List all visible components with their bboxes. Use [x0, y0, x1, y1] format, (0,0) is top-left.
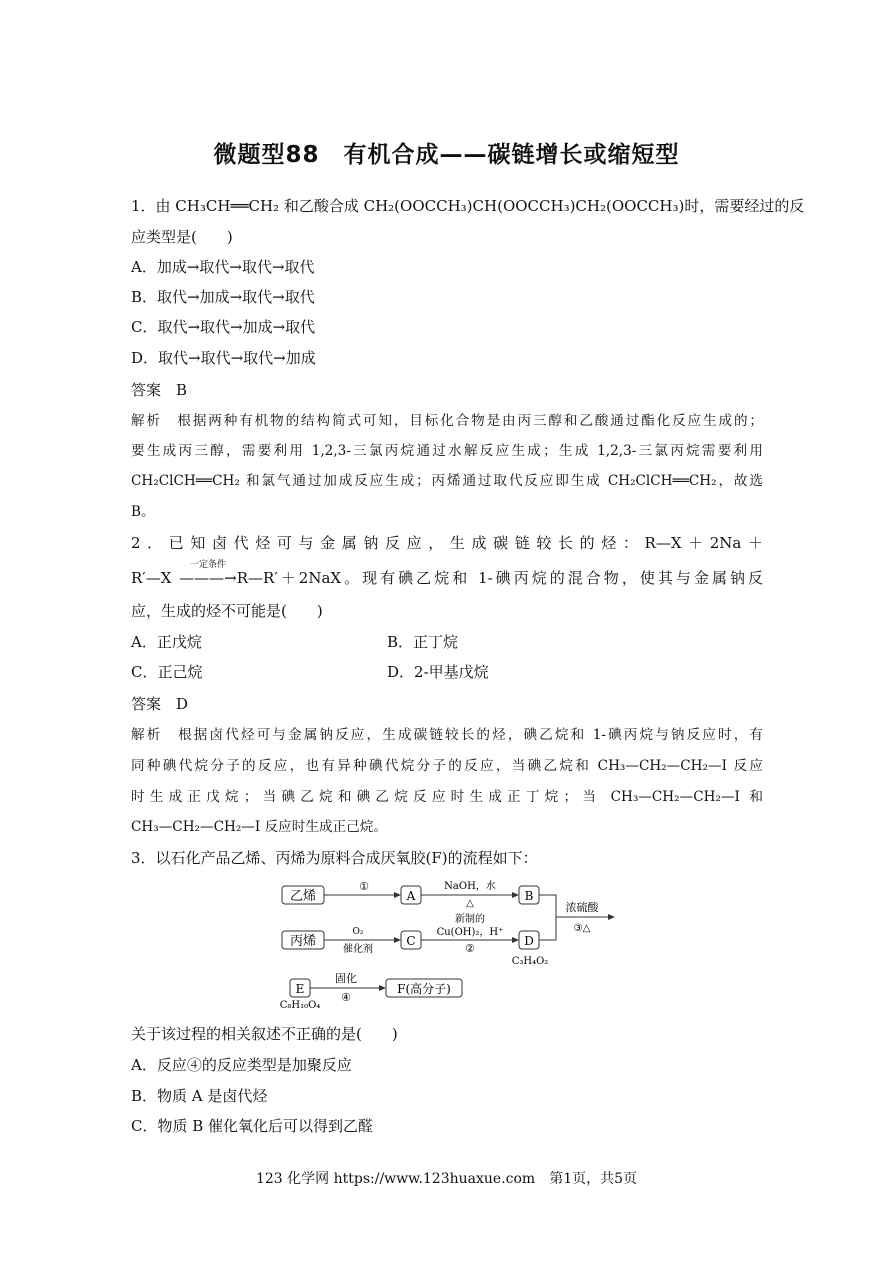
compound-b-label: B — [524, 889, 534, 903]
cuoh-condition: Cu(OH)₂，H⁺ — [436, 927, 504, 938]
q2-option-b: B．正丁烷 — [387, 633, 459, 651]
q1-option-b: B．取代→加成→取代→取代 — [131, 288, 315, 306]
q1-stem-line2: 应类型是( ) — [131, 228, 233, 246]
e-formula: C₈H₁₀O₄ — [280, 1000, 321, 1011]
q3-option-c: C．物质 B 催化氧化后可以得到乙醛 — [131, 1117, 374, 1135]
q2-answer: 答案 D — [131, 695, 189, 713]
synthesis-flow-diagram — [280, 872, 620, 1012]
catalyst-condition: 催化剂 — [343, 944, 373, 955]
compound-c-label: C — [406, 934, 416, 948]
q2-option-a: A．正戊烷 — [131, 633, 202, 651]
q2-stem-line1: 2．已知卤代烃可与金属钠反应，生成碳链较长的烃：R—X＋2Na＋ — [131, 534, 763, 552]
fresh-condition: 新制的 — [455, 914, 485, 925]
q2-explanation-line3: 时生成正戊烷；当碘乙烷和碘乙烷反应时生成正丁烷；当 CH₃—CH₂—CH₂—I 和 — [131, 789, 763, 805]
q1-option-c: C．取代→取代→加成→取代 — [131, 318, 316, 336]
step4-label: ④ — [341, 991, 351, 1004]
compound-d-label: D — [524, 934, 534, 948]
q3-option-b: B．物质 A 是卤代烃 — [131, 1087, 268, 1105]
step1-label: ① — [359, 880, 369, 893]
q2-option-d: D．2-甲基戊烷 — [387, 663, 489, 681]
heat-condition: △ — [466, 898, 474, 909]
q2-stem-line3: 应，生成的烃不可能是( ) — [131, 602, 323, 620]
acid-condition: 浓硫酸 — [565, 901, 599, 914]
step3-label: ③△ — [573, 923, 591, 934]
q3-option-a: A．反应④的反应类型是加聚反应 — [131, 1056, 352, 1074]
o2-condition: O₂ — [352, 927, 364, 937]
d-formula: C₃H₄O₂ — [511, 956, 549, 967]
q2-option-c: C．正己烷 — [131, 663, 203, 681]
q1-explanation-line1: 解析 根据两种有机物的结构简式可知，目标化合物是由丙三醇和乙酸通过酯化反应生成的； — [131, 413, 763, 429]
q3-question: 关于该过程的相关叙述不正确的是( ) — [131, 1025, 398, 1043]
propylene-label: 丙烯 — [289, 934, 317, 949]
compound-e-label: E — [295, 982, 305, 996]
q2-reaction-condition: 一定条件 — [190, 560, 227, 570]
q2-explanation-line1: 解析 根据卤代烃可与金属钠反应，生成碳链较长的烃，碘乙烷和 1-碘丙烷与钠反应时，有 — [131, 727, 763, 743]
merge-bracket — [539, 895, 556, 940]
q1-stem-line1: 1．由 CH₃CH══CH₂ 和乙酸合成 CH₂(OOCCH₃)CH(OOCCH₃)CH₂(OOCCH₃)时，需要经过的反 — [131, 197, 805, 215]
naoh-condition: NaOH，水 — [444, 881, 496, 892]
page-footer: 123 化学网 https://www.123huaxue.com 第1页，共5页 — [255, 1171, 638, 1187]
ethylene-label: 乙烯 — [289, 889, 317, 904]
q1-explanation-line4: B。 — [131, 504, 155, 520]
q1-answer: 答案 B — [131, 381, 188, 399]
q1-option-d: D．取代→取代→取代→加成 — [131, 349, 316, 367]
page-title: 微题型88 有机合成——碳链增长或缩短型 — [213, 142, 680, 168]
compound-a-label: A — [406, 889, 416, 903]
cure-condition: 固化 — [335, 972, 357, 985]
q3-stem: 3．以石化产品乙烯、丙烯为原料合成厌氧胶(F)的流程如下： — [131, 849, 538, 867]
q1-explanation-line2: 要生成丙三醇，需要利用 1,2,3-三氯丙烷通过水解反应生成；生成 1,2,3-三氯丙烷需要利用 — [131, 443, 763, 459]
q1-option-a: A．加成→取代→取代→取代 — [131, 258, 315, 276]
q2-explanation-line4: CH₃—CH₂—CH₂—I 反应时生成正己烷。 — [131, 819, 387, 835]
step2-label: ② — [465, 942, 475, 955]
q2-stem-line2: R′—X ———→R—R′＋2NaX。现有碘乙烷和 1-碘丙烷的混合物，使其与金属钠反 — [131, 569, 763, 587]
q2-explanation-line2: 同种碘代烷分子的反应，也有异种碘代烷分子的反应，当碘乙烷和 CH₃—CH₂—CH₂—I 反应 — [131, 758, 763, 774]
q1-explanation-line3: CH₂ClCH══CH₂ 和氯气通过加成反应生成；丙烯通过取代反应即生成 CH₂ClCH══CH₂，故选 — [131, 473, 763, 489]
compound-f-label: F(高分子) — [397, 982, 451, 996]
